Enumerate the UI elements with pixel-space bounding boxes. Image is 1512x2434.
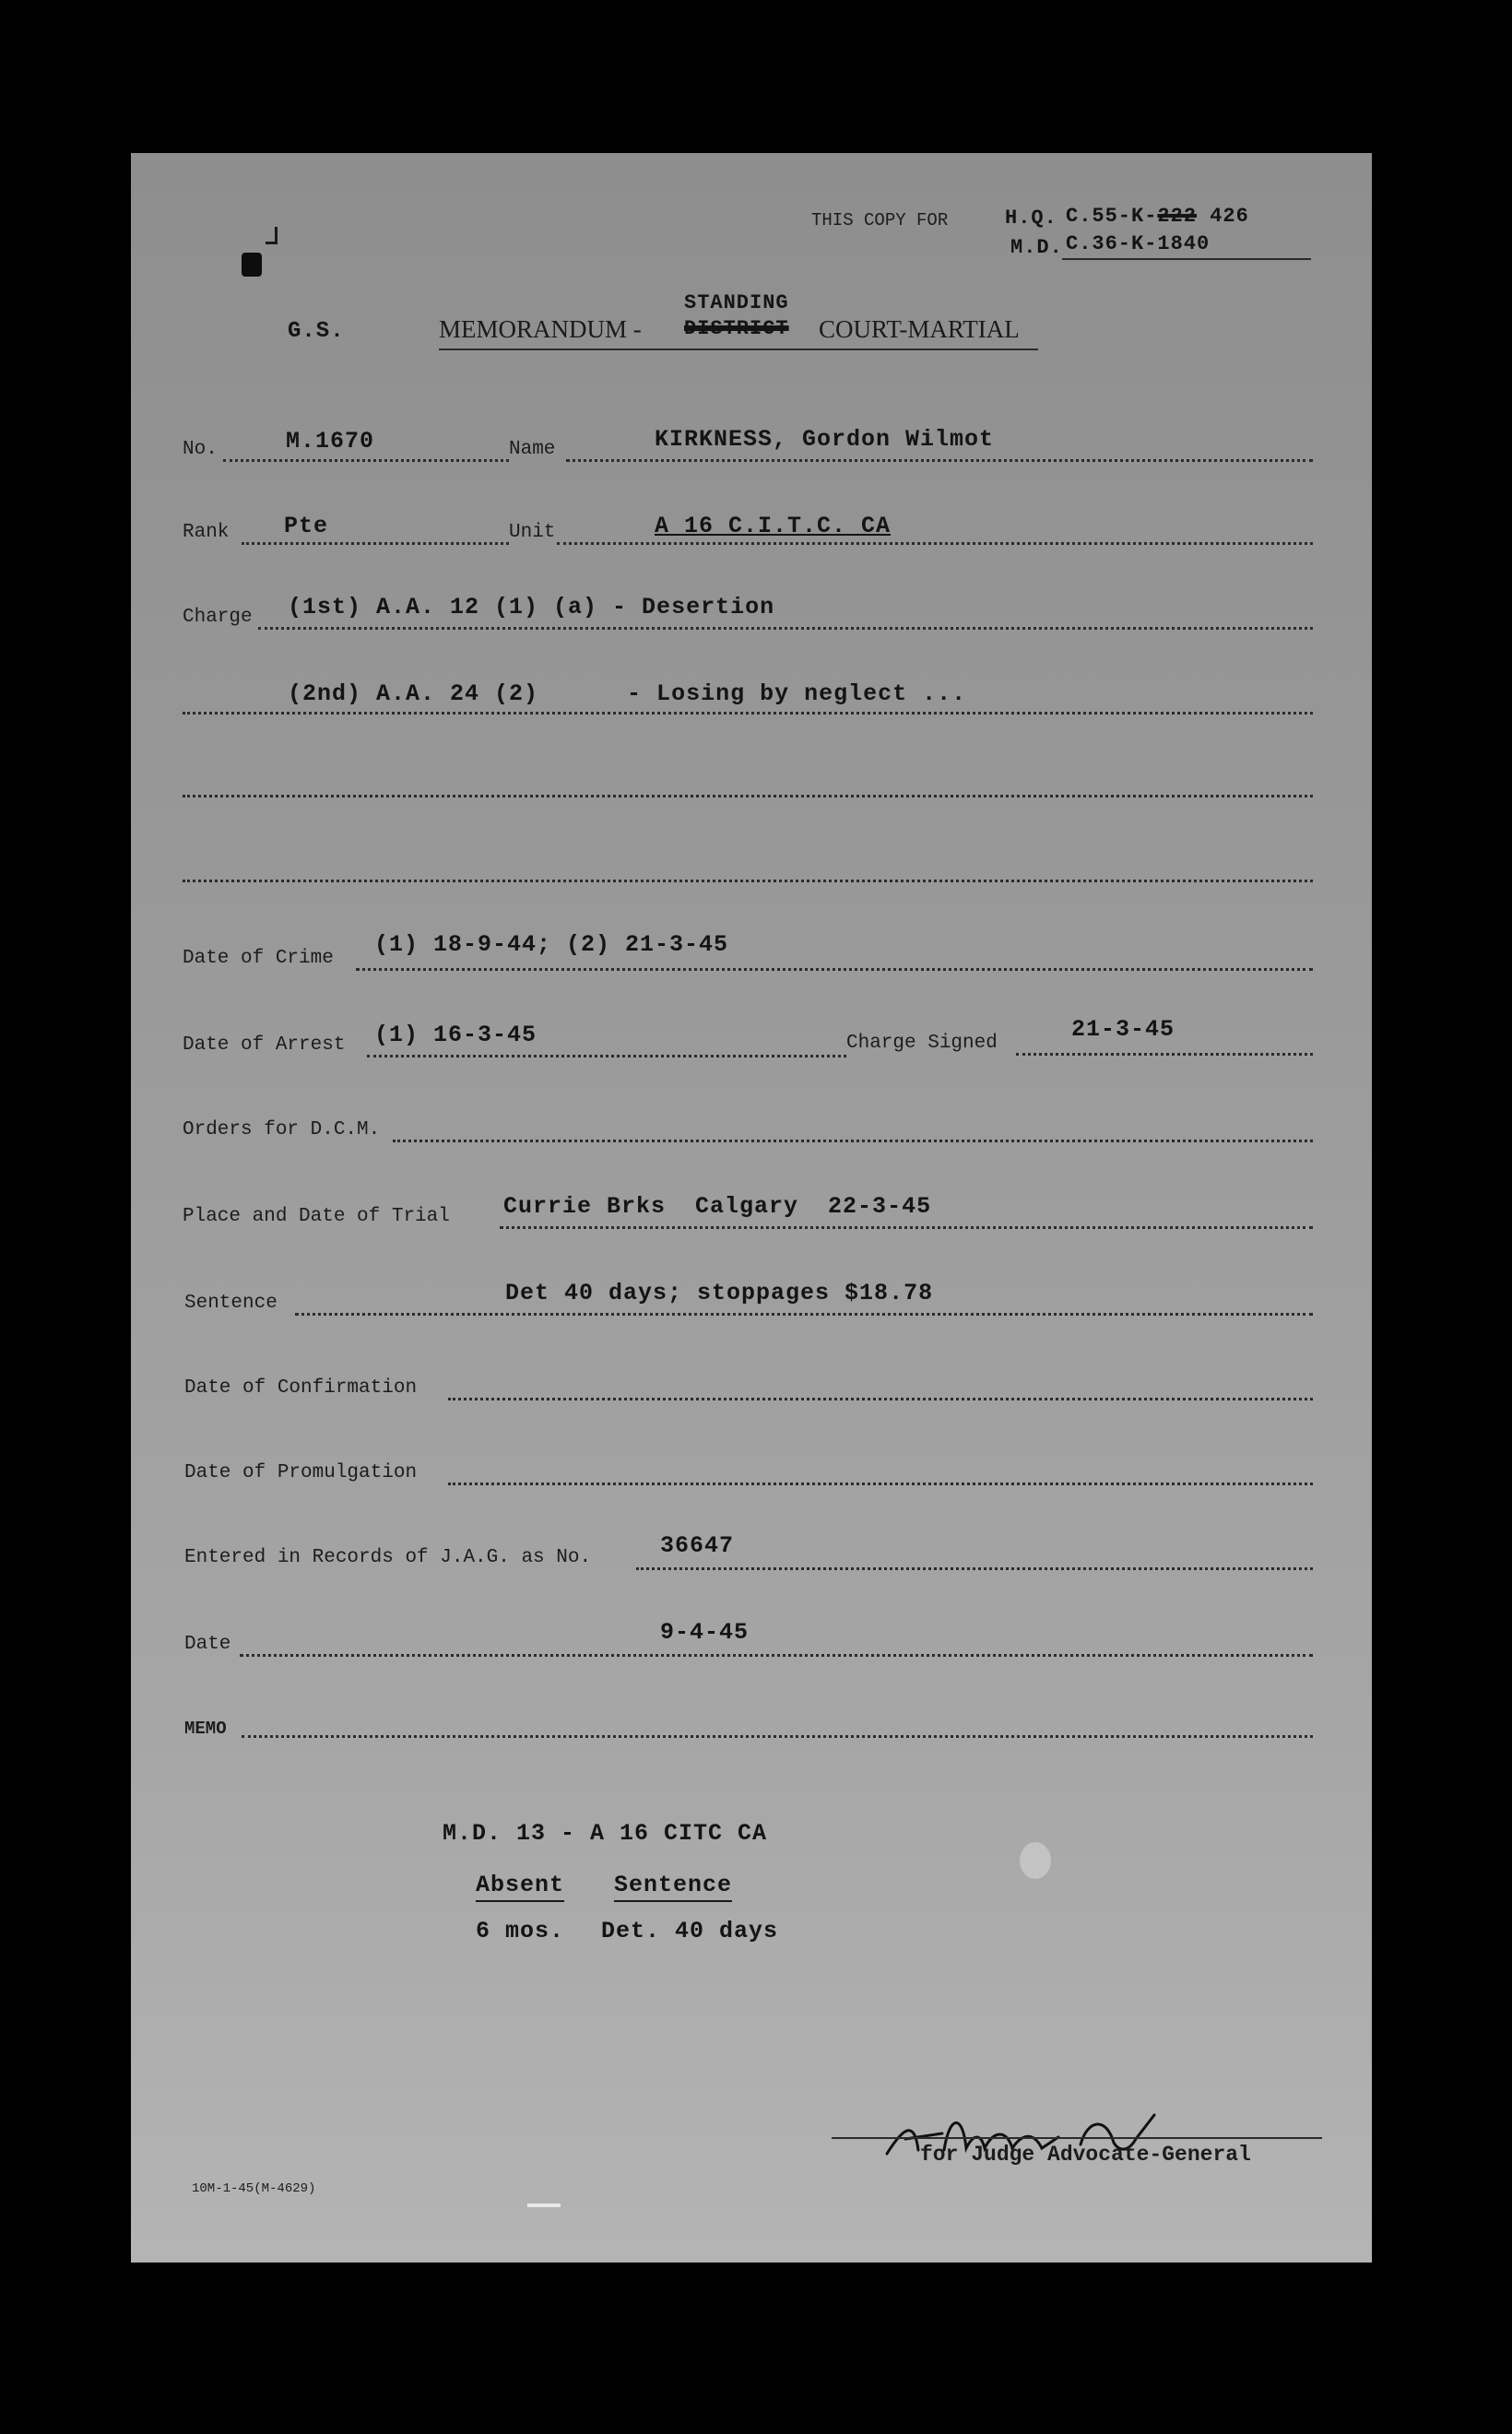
scratch-mark bbox=[527, 2204, 561, 2207]
court-martial-label: COURT-MARTIAL bbox=[819, 315, 1020, 343]
orders-label: Orders for D.C.M. bbox=[183, 1119, 381, 1140]
hq-label: H.Q. bbox=[1005, 207, 1057, 230]
arrest-value: (1) 16-3-45 bbox=[374, 1022, 537, 1048]
charge-line-2 bbox=[183, 712, 1313, 715]
charge-label: Charge bbox=[183, 607, 253, 628]
charge-signed-label: Charge Signed bbox=[846, 1033, 998, 1054]
charge-line-4 bbox=[183, 880, 1313, 882]
jag-value: 36647 bbox=[660, 1532, 735, 1559]
charge-2-value: (2nd) A.A. 24 (2) - Losing by neglect ... bbox=[288, 680, 967, 707]
unit-line bbox=[557, 542, 1313, 545]
sentence-label: Sentence bbox=[184, 1293, 278, 1314]
no-line bbox=[223, 459, 509, 462]
sentence-value: Det 40 days; stoppages $18.78 bbox=[505, 1280, 934, 1306]
charge-signed-value: 21-3-45 bbox=[1071, 1016, 1175, 1043]
rank-line bbox=[242, 542, 509, 545]
crime-line bbox=[356, 968, 1313, 971]
memo-sentence-heading: Sentence bbox=[614, 1872, 732, 1902]
md-number: C.36-K-1840 bbox=[1066, 232, 1211, 255]
charge-signed-line bbox=[1016, 1053, 1313, 1056]
memo-sentence-value: Det. 40 days bbox=[601, 1918, 779, 1944]
md-label: M.D. bbox=[1010, 236, 1063, 259]
memo-line-1: M.D. 13 - A 16 CITC CA bbox=[443, 1820, 768, 1847]
form-number: 10M-1-45(M-4629) bbox=[192, 2181, 316, 2196]
hq-number bbox=[1066, 205, 1249, 228]
charge-1-value: (1st) A.A. 12 (1) (a) - Desertion bbox=[288, 594, 775, 620]
memorandum-label: MEMORANDUM - bbox=[439, 315, 642, 343]
hq-number-suffix: 426 bbox=[1210, 205, 1249, 228]
memo-absent-value: 6 mos. bbox=[476, 1918, 565, 1944]
memo-absent-heading: Absent bbox=[476, 1872, 564, 1902]
sentence-line bbox=[295, 1313, 1313, 1316]
no-value: M.1670 bbox=[286, 428, 375, 455]
blotch-mark bbox=[1020, 1842, 1051, 1879]
memo-label: MEMO bbox=[184, 1719, 227, 1739]
unit-value: A 16 C.I.T.C. CA bbox=[655, 513, 892, 539]
trial-value: Currie Brks Calgary 22-3-45 bbox=[503, 1193, 932, 1220]
name-line bbox=[566, 459, 1313, 462]
trial-label: Place and Date of Trial bbox=[183, 1206, 450, 1227]
title-underline bbox=[439, 349, 1038, 350]
standing-label: STANDING bbox=[684, 291, 789, 314]
unit-label: Unit bbox=[509, 522, 556, 543]
district-struck: DISTRICT bbox=[684, 317, 789, 340]
crime-value: (1) 18-9-44; (2) 21-3-45 bbox=[374, 931, 729, 958]
name-label: Name bbox=[509, 439, 556, 460]
orders-line bbox=[393, 1140, 1313, 1142]
confirmation-line bbox=[448, 1398, 1313, 1400]
copy-for-label: THIS COPY FOR bbox=[811, 210, 949, 230]
jag-line bbox=[636, 1567, 1313, 1570]
hq-number-prefix: C.55-K- bbox=[1066, 205, 1158, 228]
for-jag-label: for Judge Advocate-General bbox=[920, 2143, 1251, 2167]
rank-label: Rank bbox=[183, 522, 230, 543]
trial-line bbox=[500, 1226, 1313, 1229]
staple-mark bbox=[242, 253, 262, 277]
date-label: Date bbox=[184, 1634, 231, 1655]
arrest-label: Date of Arrest bbox=[183, 1034, 346, 1056]
signature-line bbox=[832, 2137, 1322, 2139]
crime-label: Date of Crime bbox=[183, 948, 334, 969]
name-value: KIRKNESS, Gordon Wilmot bbox=[655, 426, 995, 453]
memo-line bbox=[242, 1735, 1313, 1738]
no-label: No. bbox=[183, 439, 218, 460]
memorandum-card bbox=[131, 153, 1372, 2263]
gs-label: G.S. bbox=[288, 319, 345, 344]
staple-tick bbox=[266, 227, 278, 244]
confirmation-label: Date of Confirmation bbox=[184, 1377, 418, 1399]
charge-line-1 bbox=[258, 627, 1313, 630]
rank-value: Pte bbox=[284, 513, 329, 539]
date-value: 9-4-45 bbox=[660, 1619, 750, 1646]
md-number-line bbox=[1062, 258, 1311, 260]
arrest-line bbox=[367, 1055, 846, 1057]
jag-label: Entered in Records of J.A.G. as No. bbox=[184, 1547, 592, 1568]
charge-line-3 bbox=[183, 795, 1313, 798]
date-line bbox=[240, 1654, 1313, 1657]
hq-number-struck: 222 bbox=[1157, 205, 1198, 228]
promulgation-line bbox=[448, 1483, 1313, 1485]
promulgation-label: Date of Promulgation bbox=[184, 1462, 418, 1483]
